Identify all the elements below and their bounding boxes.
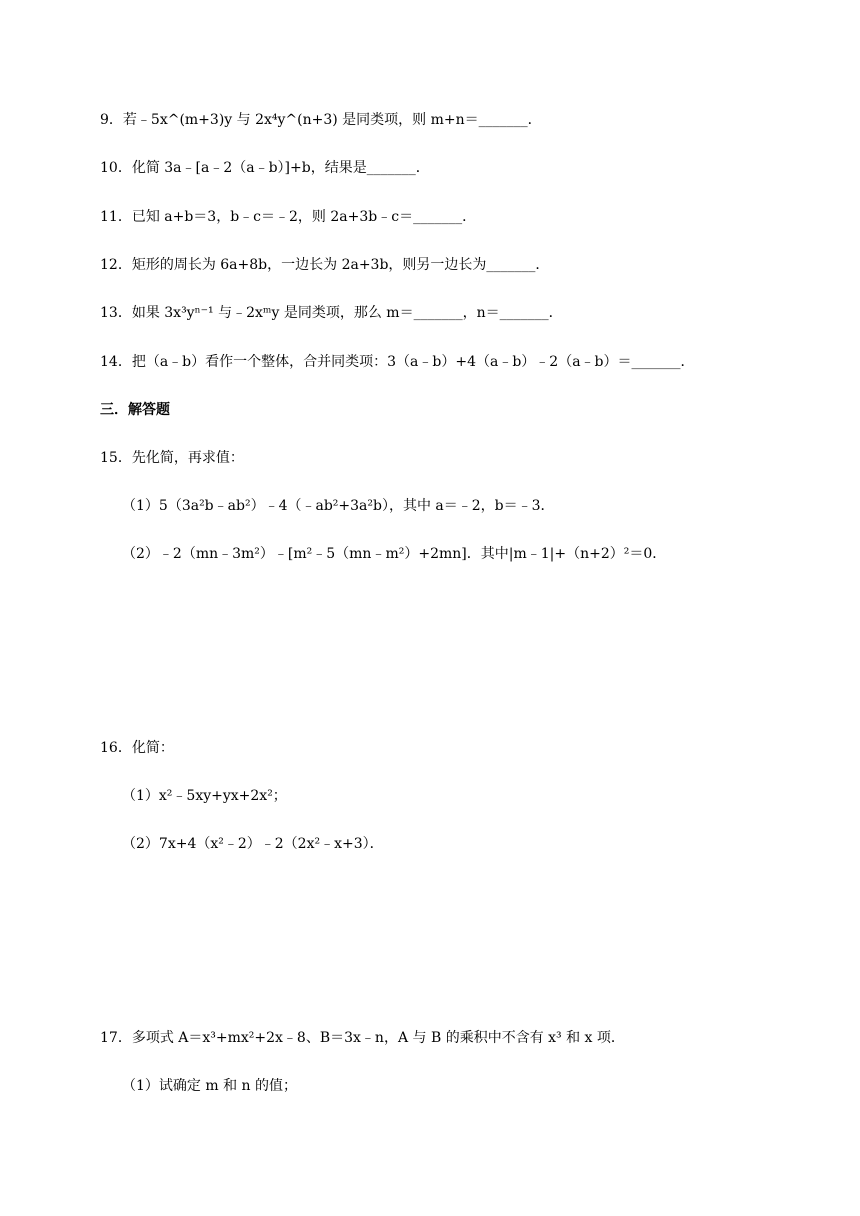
question-10: 10．化简 3a﹣[a﹣2（a﹣b）]+b，结果是_______．: [100, 160, 430, 176]
question-15: 15．先化简，再求值：: [100, 450, 244, 466]
question-9: 9．若﹣5x^(m+3)y 与 2x⁴y^(n+3) 是同类项，则 m+n＝_______．: [100, 112, 542, 128]
question-16-part-1: （1）x²﹣5xy+yx+2x²；: [122, 788, 287, 804]
question-16: 16．化简：: [100, 740, 174, 756]
question-13: 13．如果 3x³yⁿ⁻¹ 与﹣2xᵐy 是同类项，那么 m＝_______，n＝_______．: [100, 305, 563, 321]
question-14: 14．把（a﹣b）看作一个整体，合并同类项：3（a﹣b）+4（a﹣b）﹣2（a﹣b）＝_______．: [100, 354, 695, 370]
question-17: 17．多项式 A＝x³+mx²+2x﹣8、B＝3x﹣n，A 与 B 的乘积中不含有 x³ 和 x 项．: [100, 1030, 625, 1046]
question-15-part-2: （2）﹣2（mn﹣3m²）﹣[m²﹣5（mn﹣m²）+2mn]．其中|m﹣1|+（n+2）²＝0．: [122, 546, 667, 562]
question-17-part-1: （1）试确定 m 和 n 的值；: [122, 1078, 297, 1094]
question-16-part-2: （2）7x+4（x²﹣2）﹣2（2x²﹣x+3）．: [122, 836, 384, 852]
section-heading-answer-questions: 三．解答题: [100, 402, 170, 418]
question-11: 11．已知 a+b＝3，b﹣c＝﹣2，则 2a+3b﹣c＝_______．: [100, 209, 477, 225]
question-15-part-1: （1）5（3a²b﹣ab²）﹣4（﹣ab²+3a²b），其中 a＝﹣2，b＝﹣3．: [122, 498, 555, 514]
question-12: 12．矩形的周长为 6a+8b，一边长为 2a+3b，则另一边长为_______．: [100, 257, 550, 273]
